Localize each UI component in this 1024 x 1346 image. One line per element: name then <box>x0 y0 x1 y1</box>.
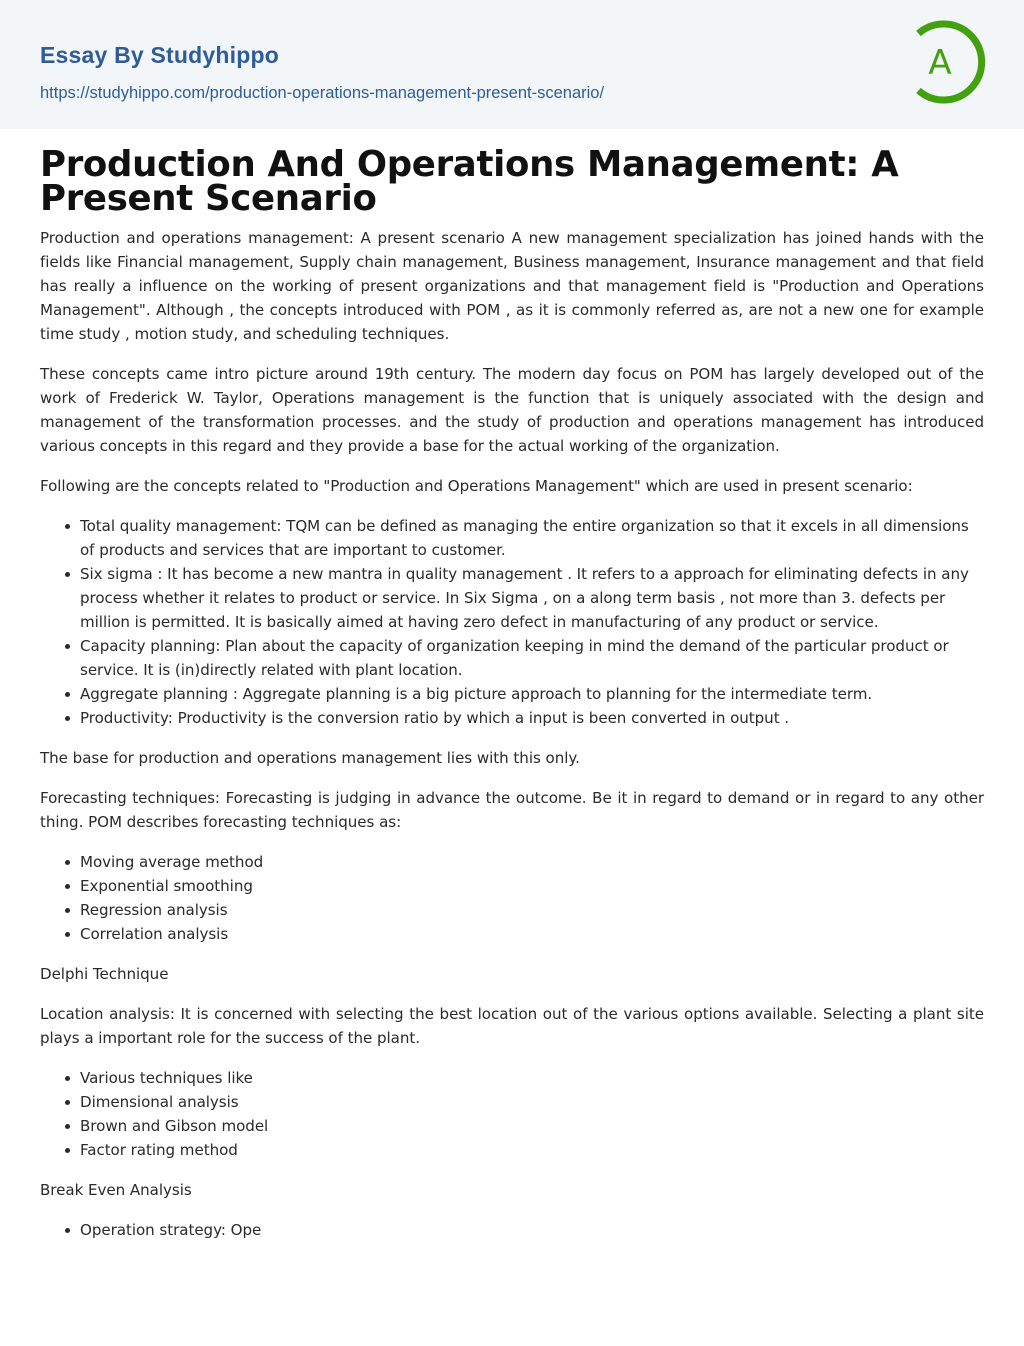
list-item <box>80 922 984 946</box>
list-item-text: Moving average method <box>80 853 264 871</box>
concepts-list <box>40 514 984 730</box>
list-item-text: Capacity planning: Plan about the capacity of organization keeping in mind the demand of the particular product or service. It is (in)directly related with plant location. <box>80 637 949 679</box>
article-title: Production And Operations Management: A Present Scenario <box>40 144 899 219</box>
list-item-text: Factor rating method <box>80 1141 238 1159</box>
bullet-icon <box>65 572 70 577</box>
bullet-icon <box>65 1148 70 1153</box>
list-item-text: Aggregate planning : Aggregate planning is a big picture approach to planning for the intermediate term. <box>80 685 873 703</box>
list-item-text: Exponential smoothing <box>80 877 253 895</box>
paragraph-forecasting: Forecasting techniques: Forecasting is judging in advance the outcome. Be it in regard to demand or in regard to any other thing. POM describes forecasting techniques as: <box>40 789 984 831</box>
list-item-text: Six sigma : It has become a new mantra in quality management . It refers to a approach for eliminating defects in any process whether it relates to product or service. In Six Sigma , on a along term basis , not more than 3. defects per million is permitted. It is basically aimed at having zero defect in manufacturing of any product or service. <box>80 565 969 631</box>
bullet-icon <box>65 1076 70 1081</box>
list-item-text: Regression analysis <box>80 901 228 919</box>
list-item <box>80 850 984 874</box>
list-item <box>80 1114 984 1138</box>
list-item-text: Brown and Gibson model <box>80 1117 269 1135</box>
paragraph-delphi: Delphi Technique <box>40 965 169 983</box>
list-item <box>80 898 984 922</box>
list-item <box>80 874 984 898</box>
list-item <box>80 706 984 730</box>
list-item-text: Correlation analysis <box>80 925 229 943</box>
list-item <box>80 634 984 682</box>
studyhippo-logo-icon[interactable] <box>912 19 986 105</box>
paragraph-concepts-intro: Following are the concepts related to "Production and Operations Management" which are used in present scenario: <box>40 477 913 495</box>
bullet-icon <box>65 908 70 913</box>
bullet-icon <box>65 1228 70 1233</box>
list-item-text: Total quality management: TQM can be defined as managing the entire organization so that it excels in all dimensions of products and services that are important to customer. <box>80 517 969 559</box>
brand-title[interactable]: Essay By Studyhippo <box>40 42 279 68</box>
bullet-icon <box>65 644 70 649</box>
list-item <box>80 1138 984 1162</box>
strategy-list <box>40 1218 984 1242</box>
bullet-icon <box>65 1124 70 1129</box>
bullet-icon <box>65 884 70 889</box>
list-item <box>80 1090 984 1114</box>
list-item <box>80 682 984 706</box>
source-url-link[interactable]: https://studyhippo.com/production-operations-management-present-scenario/ <box>40 84 605 102</box>
paragraph-history: These concepts came intro picture around 19th century. The modern day focus on POM has largely developed out of the work of Frederick W. Taylor, Operations management is the function that is uniquely associated with the design and management of the transformation processes. and the study of production and operations management has introduced various concepts in this regard and they provide a base for the actual working of the organization. <box>40 365 984 455</box>
bullet-icon <box>65 932 70 937</box>
location-list <box>40 1066 984 1162</box>
list-item <box>80 562 984 634</box>
list-item-text: Productivity: Productivity is the conversion ratio by which a input is been converted in output . <box>80 709 790 727</box>
site-header <box>0 0 1024 129</box>
paragraph-intro: Production and operations management: A present scenario A new management specialization has joined hands with the fields like Financial management, Supply chain management, Business management, Insurance management and that field has really a influence on the working of present organizations and that management field is "Production and Operations Management". Although , the concepts introduced with POM , as it is commonly referred as, are not a new one for example time study , motion study, and scheduling techniques. <box>40 229 984 343</box>
list-item-text: Dimensional analysis <box>80 1093 239 1111</box>
list-item <box>80 514 984 562</box>
paragraph-break-even: Break Even Analysis <box>40 1181 192 1199</box>
bullet-icon <box>65 524 70 529</box>
bullet-icon <box>65 716 70 721</box>
list-item-text: Operation strategy: Ope <box>80 1221 262 1239</box>
list-item-text: Various techniques like <box>80 1069 253 1087</box>
article <box>0 129 1024 1242</box>
forecasting-list <box>40 850 984 946</box>
bullet-icon <box>65 860 70 865</box>
logo-letter: A <box>928 43 952 83</box>
list-item <box>80 1066 984 1090</box>
paragraph-base: The base for production and operations management lies with this only. <box>40 749 580 767</box>
bullet-icon <box>65 1100 70 1105</box>
bullet-icon <box>65 692 70 697</box>
list-item <box>80 1218 984 1242</box>
paragraph-location: Location analysis: It is concerned with selecting the best location out of the various options available. Selecting a plant site plays a important role for the success of the plant. <box>40 1005 984 1047</box>
